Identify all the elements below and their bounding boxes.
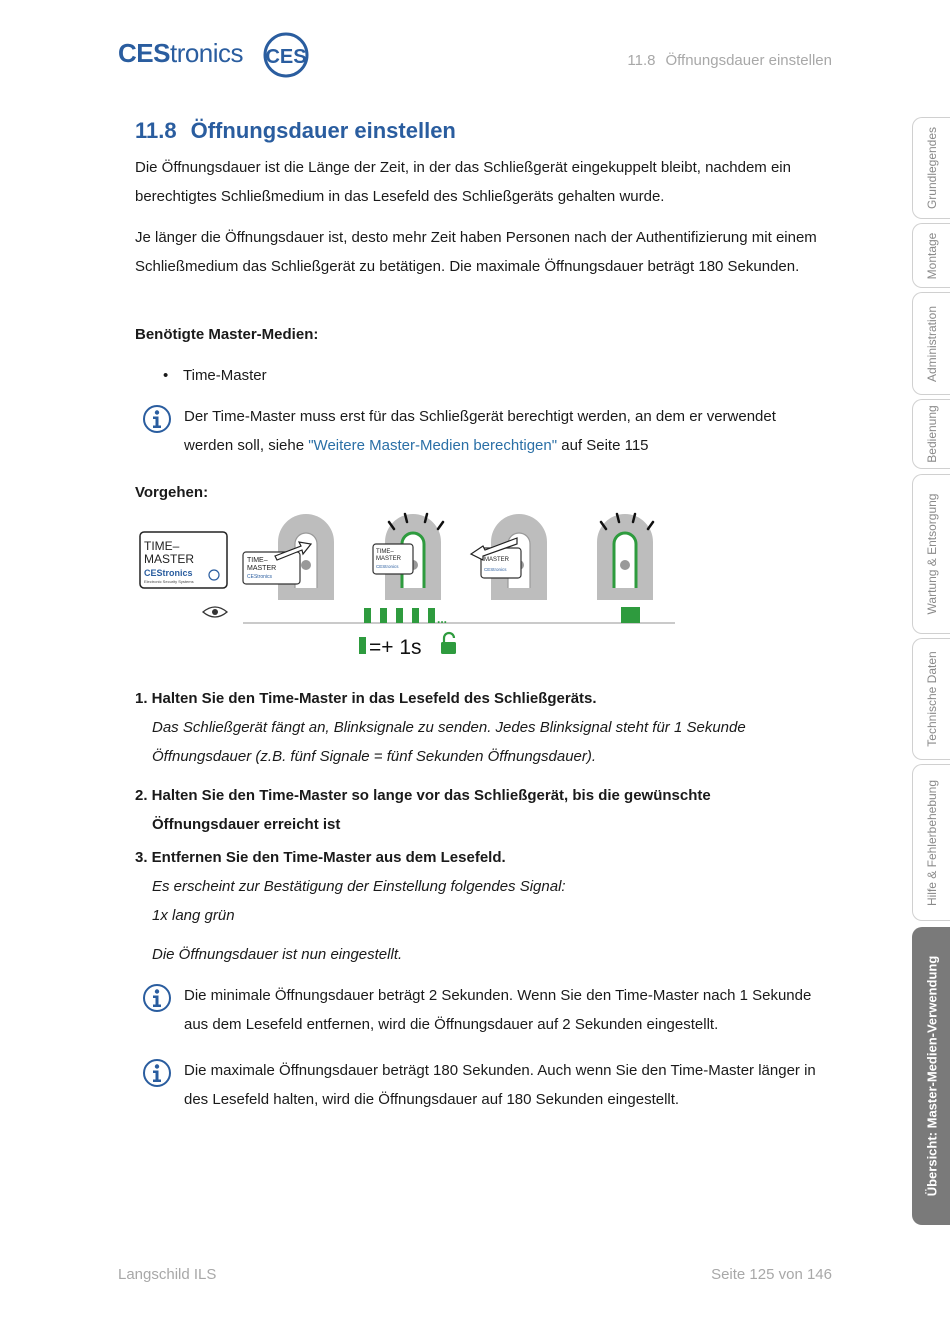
footer-product: Langschild ILS [118,1266,217,1283]
step-3-label: 3. Entfernen Sie den Time-Master aus dem Lesefeld. [135,849,506,866]
long-green-signal [621,607,640,623]
legend-signal [359,637,366,654]
info-icon [142,1058,172,1088]
info-note-2: Die minimale Öffnungsdauer beträgt 2 Sekunden. Wenn Sie den Time-Master nach 1 Sekunde aus dem Lesefeld entfernen, wird die Öffnungsdauer auf 2 Sekunden eingestellt. [184,987,812,1033]
result-text: Die Öffnungsdauer ist nun eingestellt. [152,946,403,963]
cross-reference-link[interactable]: "Weitere Master-Medien berechtigen" [308,437,558,454]
tab-administration[interactable] [912,292,950,395]
legend-text: =+ 1s [369,636,422,659]
svg-text:MASTER: MASTER [376,556,402,562]
svg-text:TIME–: TIME– [247,557,268,564]
step-3-detail-1: Es erscheint zur Bestätigung der Einstellung folgendes Signal: [152,878,566,895]
section-number: 11.8 [135,118,177,143]
list-item [165,365,267,387]
tab-label: Technische Daten [924,651,939,747]
svg-text:CEStronics: CEStronics [376,564,399,569]
tab-label: Bedienung [924,405,939,463]
step-3 [135,843,825,930]
step-2 [135,781,825,839]
eye-icon [203,607,227,617]
step-3-detail-2: 1x lang grün [152,907,235,924]
info-icon [142,983,172,1013]
step-1-label: 1. Halten Sie den Time-Master in das Lesefeld des Schließgeräts. [135,690,597,707]
tab-bedienung[interactable] [912,399,950,469]
svg-text:MASTER: MASTER [144,552,195,566]
lock-device-2 [373,514,443,600]
lock-device-4 [597,514,653,600]
tab-master-medien-uebersicht[interactable] [912,927,950,1225]
svg-text:CEStronics: CEStronics [144,568,193,578]
step-2-continuation: Öffnungsdauer erreicht ist [152,816,341,833]
info-note-1 [184,402,824,460]
tab-label: Wartung & Entsorgung [924,493,939,615]
info-note-3: Die maximale Öffnungsdauer beträgt 180 Sekunden. Auch wenn Sie den Time-Master länger in des Lesefeld halten, wird die Öffnungsdauer auf 180 Sekunden eingestellt. [184,1062,816,1108]
svg-text:CEStronics: CEStronics [484,567,507,572]
brand-name-light: tronics [169,38,244,68]
info-note-1-text: Der Time-Master muss erst für das Schließgerät berechtigt werden, an dem er verwendet werden soll, siehe [184,408,776,454]
svg-text:CES: CES [265,46,307,68]
tab-montage[interactable] [912,223,950,288]
blink-signals [364,608,435,623]
brand-logo [118,38,243,69]
tab-label: Hilfe & Fehlerbehebung [924,779,939,906]
step-1-detail-2: Öffnungsdauer (z.B. fünf Signale = fünf Sekunden Öffnungsdauer). [152,748,597,765]
tab-label: Grundlegendes [924,126,939,210]
procedure-illustration [135,508,680,663]
signals-continue: ... [437,612,448,626]
page-title [135,118,456,144]
svg-text:MASTER: MASTER [247,565,277,572]
running-header-num: 11.8 [627,52,656,69]
tab-hilfe-fehlerbehebung[interactable] [912,764,950,921]
procedure-heading: Vorgehen: [135,484,209,501]
step-2-label: 2. Halten Sie den Time-Master so lange vor das Schließgerät, bis die gewünschte [135,787,711,804]
ces-logo-icon [262,32,310,78]
lock-device-3 [471,514,547,600]
tab-grundlegendes[interactable] [912,117,950,219]
svg-text:CEStronics: CEStronics [247,574,273,580]
tab-label: Administration [924,305,939,382]
step-1-detail-1: Das Schließgerät fängt an, Blinksignale zu senden. Jedes Blinksignal steht für 1 Sekunde [152,719,746,736]
running-header-title: Öffnungsdauer einstellen [665,52,832,69]
tab-label: Übersicht: Master-Medien-Verwendung [924,955,939,1197]
tab-technische-daten[interactable] [912,638,950,760]
intro-paragraph-2: Je länger die Öffnungsdauer ist, desto mehr Zeit haben Personen nach der Authentifizierung mit einem Schließmedium das Schließgerät zu betätigen. Die maximale Öffnungsdauer beträgt 180 Sekunden. [135,229,817,275]
tab-wartung-entsorgung[interactable] [912,474,950,634]
time-master-card [140,532,227,588]
info-icon [142,404,172,434]
svg-text:TIME–: TIME– [376,549,394,555]
svg-text:MASTER: MASTER [484,557,510,563]
info-note-1-page: auf Seite 115 [557,437,649,454]
list-item-text: Time-Master [183,367,267,384]
brand-name-bold: CES [118,38,170,68]
intro-paragraph-1: Die Öffnungsdauer ist die Länge der Zeit, in der das Schließgerät eingekuppelt bleibt, nachdem ein berechtigtes Schließmedium in das Lesefeld des Schließgeräts gehalten wurde. [135,159,791,205]
masters-heading: Benötigte Master-Medien: [135,326,319,343]
footer-page-number: Seite 125 von 146 [711,1266,832,1283]
svg-text:Electronic Security Systems: Electronic Security Systems [144,579,194,584]
step-1 [135,684,825,771]
svg-text:TIME–: TIME– [144,539,180,553]
running-header [627,52,832,69]
section-title: Öffnungsdauer einstellen [190,118,456,143]
unlock-icon [441,633,456,654]
lock-device-1 [243,514,334,600]
tab-label: Montage [924,232,939,279]
